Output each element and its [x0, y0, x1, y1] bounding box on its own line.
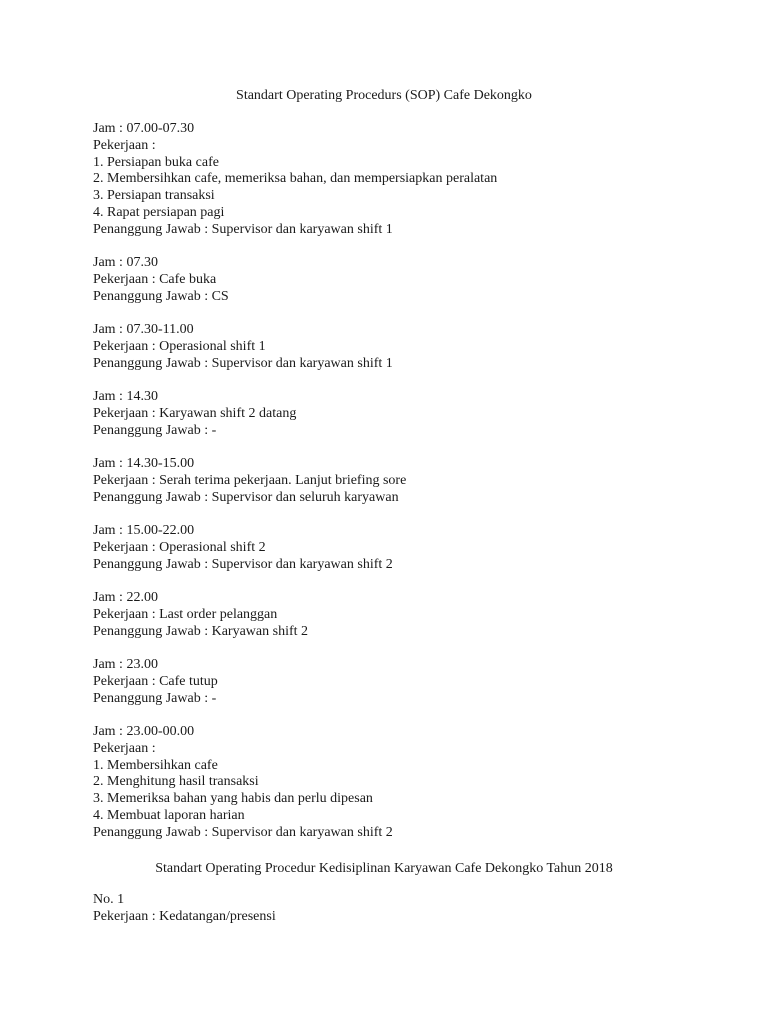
block-line: Penanggung Jawab : Supervisor dan seluruh karyawan — [93, 489, 399, 505]
block-line: Penanggung Jawab : CS — [93, 288, 229, 304]
schedule-block — [93, 389, 733, 439]
block-line: Pekerjaan : Serah terima pekerjaan. Lanjut briefing sore — [93, 472, 407, 488]
tail-line: No. 1 — [93, 892, 125, 907]
block-line: Jam : 07.30 — [93, 255, 158, 270]
block-line: Jam : 14.30-15.00 — [93, 456, 195, 471]
block-line: Pekerjaan : Last order pelanggan — [93, 606, 278, 622]
block-line: 3. Persiapan transaksi — [93, 188, 215, 203]
block-line: 4. Rapat persiapan pagi — [93, 204, 225, 220]
block-line: 4. Membuat laporan harian — [93, 807, 245, 823]
block-line: Pekerjaan : Cafe buka — [93, 271, 217, 287]
tail-line: Pekerjaan : Kedatangan/presensi — [93, 908, 276, 924]
block-line: Penanggung Jawab : Supervisor dan karyawan shift 1 — [93, 221, 393, 237]
schedule-block — [93, 121, 733, 238]
block-line: Jam : 07.30-11.00 — [93, 322, 194, 337]
block-line: Penanggung Jawab : - — [93, 690, 217, 706]
section-title: Standart Operating Procedur Kedisiplinan Karyawan Cafe Dekongko Tahun 2018 — [155, 861, 613, 876]
block-line: Pekerjaan : — [93, 740, 156, 756]
block-line: Jam : 23.00-00.00 — [93, 724, 195, 739]
schedule-block — [93, 322, 733, 372]
schedule-block — [93, 456, 733, 506]
block-line: 2. Membersihkan cafe, memeriksa bahan, dan mempersiapkan peralatan — [93, 171, 498, 187]
block-line: Jam : 23.00 — [93, 657, 158, 672]
block-line: 3. Memeriksa bahan yang habis dan perlu dipesan — [93, 791, 373, 806]
schedule-block — [93, 657, 733, 707]
block-line: Penanggung Jawab : Supervisor dan karyawan shift 2 — [93, 556, 393, 572]
block-line: Penanggung Jawab : Supervisor dan karyawan shift 1 — [93, 355, 393, 371]
schedule-block — [93, 255, 733, 305]
block-line: Pekerjaan : Operasional shift 2 — [93, 539, 266, 555]
schedule-block — [93, 523, 733, 573]
block-line: Penanggung Jawab : - — [93, 422, 217, 438]
block-line: Penanggung Jawab : Supervisor dan karyawan shift 2 — [93, 824, 393, 840]
block-line: Pekerjaan : Karyawan shift 2 datang — [93, 405, 297, 421]
block-line: Pekerjaan : Cafe tutup — [93, 673, 218, 689]
document-title: Standart Operating Procedurs (SOP) Cafe Dekongko — [236, 88, 532, 103]
block-line: Jam : 15.00-22.00 — [93, 523, 195, 538]
sop-schedule — [93, 121, 733, 841]
schedule-block — [93, 590, 733, 640]
discipline-section — [93, 892, 733, 926]
block-line: Jam : 22.00 — [93, 590, 158, 605]
block-line: Jam : 14.30 — [93, 389, 158, 404]
block-line: Pekerjaan : Operasional shift 1 — [93, 338, 266, 354]
schedule-block — [93, 724, 733, 841]
block-line: Penanggung Jawab : Karyawan shift 2 — [93, 623, 309, 639]
block-line: Jam : 07.00-07.30 — [93, 121, 195, 136]
block-line: 1. Membersihkan cafe — [93, 757, 218, 773]
block-line: 2. Menghitung hasil transaksi — [93, 774, 259, 790]
block-line: 1. Persiapan buka cafe — [93, 154, 219, 170]
block-line: Pekerjaan : — [93, 137, 156, 153]
